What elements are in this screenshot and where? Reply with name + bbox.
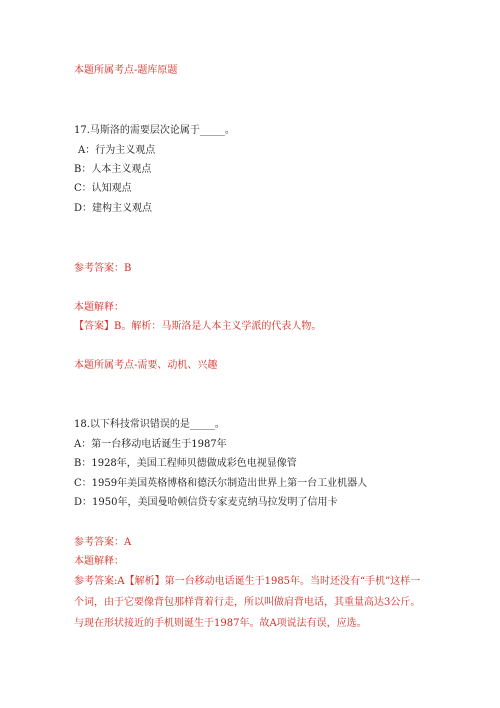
question-18-option-c: C：1959年美国英格博格和德沃尔制造出世界上第一台工业机器人	[74, 478, 368, 489]
question-18-option-a: A：第一台移动电话诞生于1987年	[74, 439, 227, 450]
question-17-answer: 参考答案：B	[74, 263, 132, 274]
question-17-option-d: D：建构主义观点	[74, 203, 153, 214]
question-17-option-a: A：行为主义观点	[78, 145, 156, 156]
question-17-option-b: B：人本主义观点	[74, 164, 152, 175]
question-17-explain-label: 本题解释：	[74, 302, 124, 313]
question-17-stem: 17.马斯洛的需要层次论属于_____。	[74, 125, 235, 136]
question-17-option-c: C：认知观点	[74, 183, 132, 194]
question-18-stem: 18.以下科技常识错误的是_____。	[74, 419, 225, 430]
question-18-explain-text: 参考答案:A【解析】第一台移动电话诞生于1985年。当时还没有“手机”这样一个词，由于它要像背包那样背着行走，所以叫做肩背电话，其重量高达3公斤。与现在形状接近的手机则诞生于1987年。故A项说法有误，应选。	[74, 576, 421, 629]
question-18-option-b: B：1928年，美国工程师贝德做成彩色电视显像管	[74, 458, 297, 469]
question-18-explain-label: 本题解释：	[74, 556, 124, 567]
question-17-explain-text: 【答案】B。解析：马斯洛是人本主义学派的代表人物。	[74, 321, 322, 332]
question-18-option-d: D：1950年，美国曼哈顿信贷专家麦克纳马拉发明了信用卡	[74, 497, 338, 508]
topic-note-top: 本题所属考点-题库原题	[74, 65, 178, 76]
question-17-topic: 本题所属考点-需要、动机、兴趣	[74, 360, 218, 371]
question-18-answer: 参考答案：A	[74, 537, 132, 548]
